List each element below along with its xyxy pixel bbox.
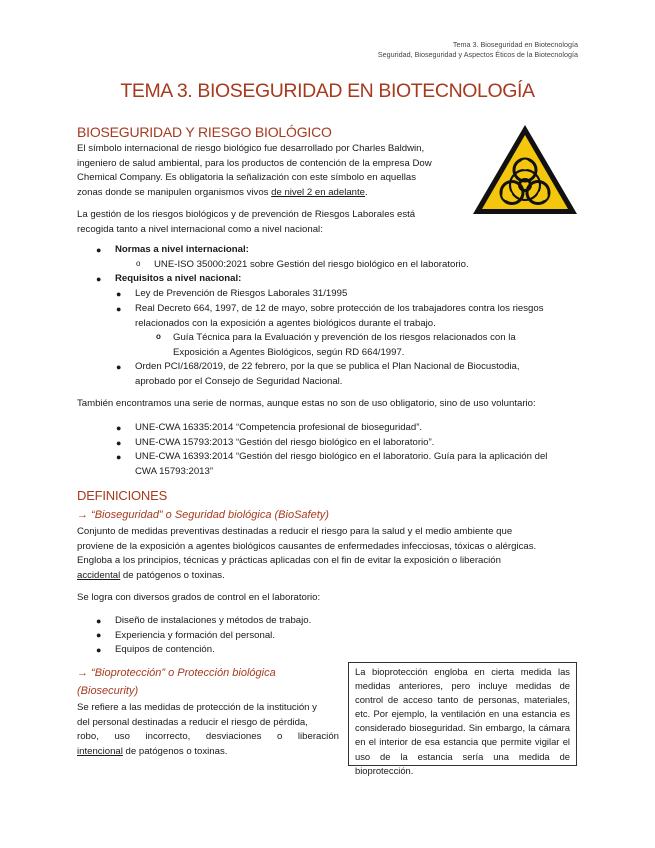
header-topic: Tema 3. Bioseguridad en Biotecnología — [452, 40, 578, 49]
circle-bullet-icon: o — [156, 332, 161, 341]
control-item: Experiencia y formación del personal. — [115, 629, 275, 641]
national-subitem: Exposición a Agentes Biológicos, según RD 664/1997. — [173, 346, 405, 358]
national-subitem: Guía Técnica para la Evaluación y prevención de los riesgos relacionados con la — [173, 332, 516, 343]
voluntary-item: UNE-CWA 16393:2014 “Gestión del riesgo biológico en el laboratorio. Guía para la aplicación del — [135, 451, 548, 462]
section-heading-definitions: DEFINICIONES — [77, 488, 168, 503]
voluntary-item: UNE-CWA 15793:2013 “Gestión del riesgo biológico en el laboratorio”. — [135, 437, 435, 448]
national-item: Real Decreto 664, 1997, de 12 de mayo, sobre protección de los trabajadores contra los riesgos — [135, 303, 544, 314]
bullet-icon: ● — [116, 304, 122, 314]
management-line: recogida tanto a nivel internacional como a nivel nacional: — [77, 223, 323, 235]
section-heading-biosafety-risk: BIOSEGURIDAD Y RIESGO BIOLÓGICO — [77, 124, 332, 140]
control-item: Diseño de instalaciones y métodos de trabajo. — [115, 615, 312, 626]
international-label: Normas a nivel internacional: — [115, 244, 249, 255]
bullet-icon: ● — [116, 289, 122, 299]
voluntary-item: UNE-CWA 16335:2014 “Competencia profesional de bioseguridad”. — [135, 422, 423, 433]
intro-line: El símbolo internacional de riesgo biológico fue desarrollado por Charles Baldwin, — [77, 143, 425, 154]
national-item: Orden PCI/168/2019, de 22 febrero, por la que se publica el Plan Nacional de Biocustodia, — [135, 361, 520, 372]
biohazard-icon — [470, 122, 580, 217]
bullet-icon: ● — [116, 362, 122, 372]
circle-bullet-icon: o — [136, 259, 141, 268]
biosafety-line: Conjunto de medidas preventivas destinadas a reducir el riesgo para la salud y el medio ambiente que — [77, 526, 513, 537]
biosafety-line: proviene de la exposición a agentes biológicos causantes de enfermedades infecciosas, tóxicas o alérgicas. — [77, 540, 537, 552]
bullet-icon: ● — [116, 423, 122, 433]
biosecurity-line: del personal destinadas a reducir el riesgo de pérdida, — [77, 716, 308, 728]
control-item: Equipos de contención. — [115, 644, 215, 656]
biosafety-line: Engloba a los principios, técnicas y prácticas aplicadas con el fin de evitar la exposición o liberación — [77, 555, 501, 567]
national-item: relacionados con la exposición a agentes biológicos durante el trabajo. — [135, 317, 436, 329]
biosafety-heading: → “Bioseguridad” o Seguridad biológica (BioSafety) — [77, 509, 329, 521]
intro-last-line: zonas donde se manipulen organismos vivos de nivel 2 en adelante. — [77, 186, 368, 198]
biosecurity-heading: → “Bioprotección” o Protección biológica — [77, 667, 276, 679]
bullet-icon: ● — [96, 616, 102, 626]
bioprotection-note-box: La bioprotección engloba en cierta medida las medidas anteriores, pero incluye medidas de control de acceso tanto de personas, materiales, etc. Por ejemplo, la ventilación en una estancia es considerado bioseguridad. Sin embargo, la cámara en el interior de esa estancia que permite vigilar el uso de la estancia sería una medida de bioprotección. — [348, 662, 577, 766]
biosecurity-heading: (Biosecurity) — [77, 685, 139, 697]
bullet-icon: ● — [116, 452, 122, 462]
biosecurity-line: robo, uso incorrecto, desviaciones o liberación — [77, 731, 339, 743]
bullet-icon: ● — [96, 274, 102, 284]
page-title: TEMA 3. BIOSEGURIDAD EN BIOTECNOLOGÍA — [120, 80, 535, 102]
biosecurity-line: Se refiere a las medidas de protección de la institución y — [77, 702, 317, 713]
bullet-icon: ● — [96, 245, 102, 255]
intro-line: Chemical Company. Es obligatoria la señalización con este símbolo en aquellas — [77, 172, 416, 184]
international-item: UNE-ISO 35000:2021 sobre Gestión del riesgo biológico en el laboratorio. — [154, 259, 469, 270]
voluntary-item: CWA 15793:2013” — [135, 465, 214, 477]
national-item: aprobado por el Consejo de Seguridad Nacional. — [135, 375, 343, 387]
national-item: Ley de Prevención de Riesgos Laborales 31/1995 — [135, 288, 348, 299]
biosafety-last-line: accidental de patógenos o toxinas. — [77, 569, 225, 581]
intro-line: ingeniero de salud ambiental, para los productos de contención de la empresa Dow — [77, 157, 432, 169]
biosecurity-last-line: intencional de patógenos o toxinas. — [77, 745, 228, 757]
control-intro: Se logra con diversos grados de control en el laboratorio: — [77, 592, 321, 603]
bullet-icon: ● — [116, 438, 122, 448]
level-2-underlined: de nivel 2 en adelante — [271, 186, 366, 198]
management-line: La gestión de los riesgos biológicos y de prevención de Riesgos Laborales está — [77, 209, 416, 220]
national-label: Requisitos a nivel nacional: — [115, 273, 242, 284]
accidental-underlined: accidental — [77, 569, 121, 581]
intencional-underlined: intencional — [77, 745, 123, 757]
bullet-icon: ● — [96, 645, 102, 655]
voluntary-intro: También encontramos una serie de normas, aunque estas no son de uso obligatorio, sino de uso voluntario: — [77, 398, 536, 409]
header-course: Seguridad, Bioseguridad y Aspectos Éticos de la Biotecnología — [377, 50, 578, 59]
bullet-icon: ● — [96, 630, 102, 640]
